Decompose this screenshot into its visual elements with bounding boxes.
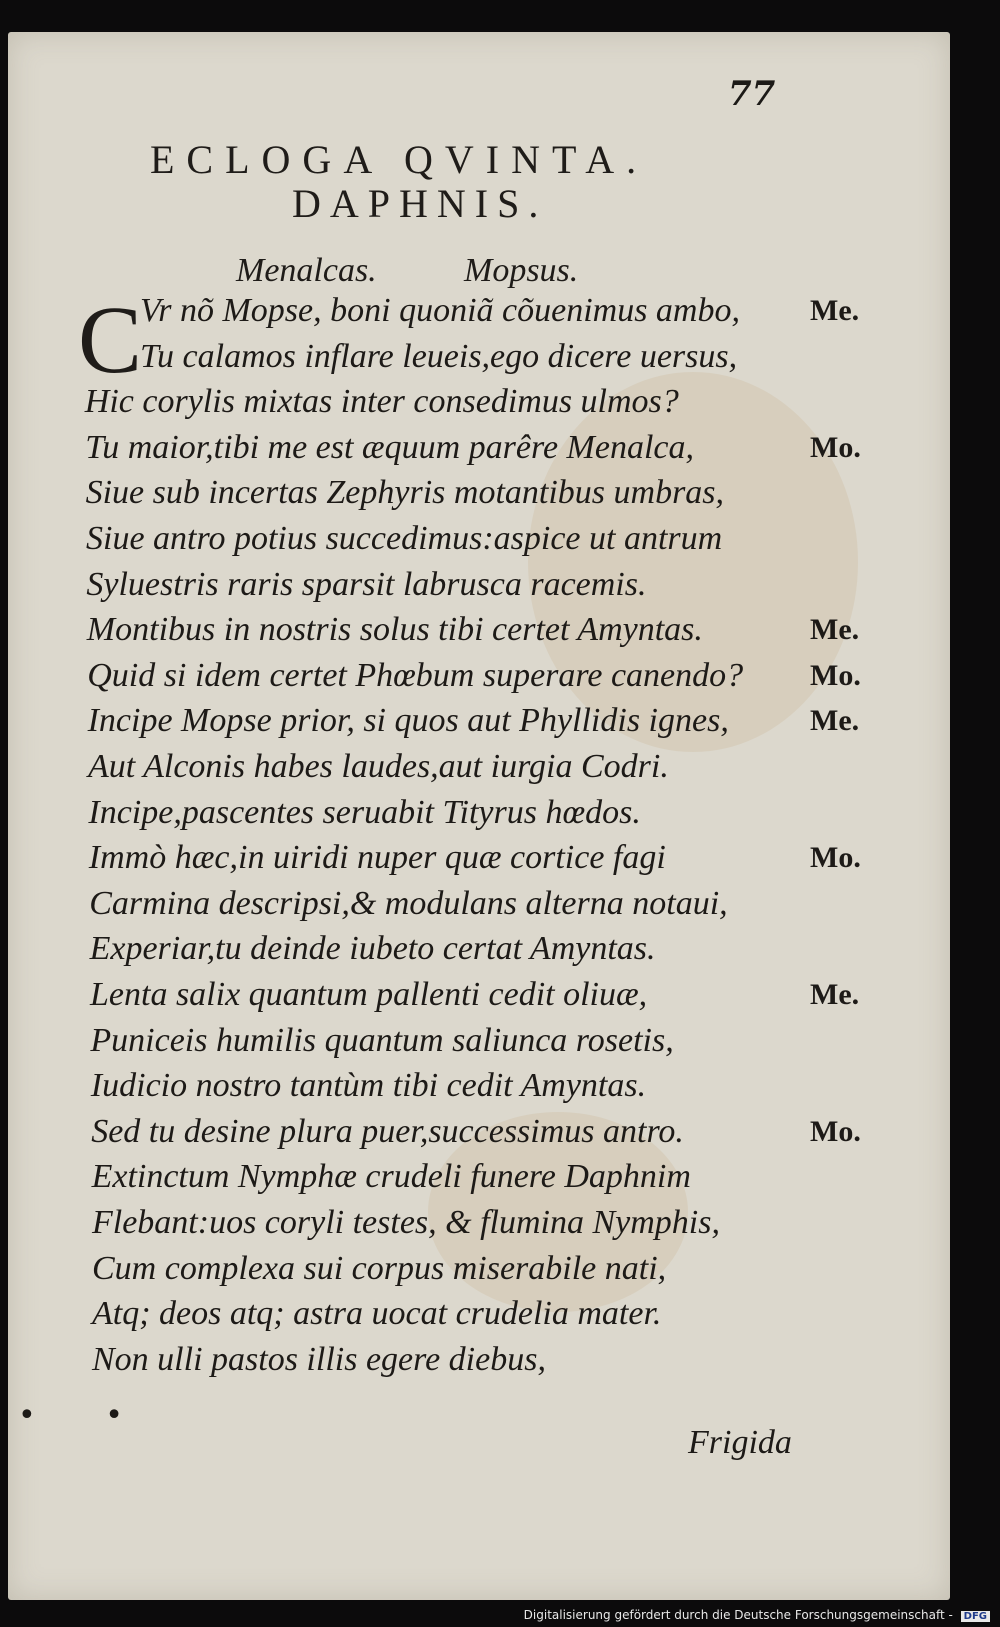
- speaker-marker: Mo.: [810, 1114, 861, 1148]
- verse-line: Siue sub incertas Zephyris motantibus umbras,: [85, 474, 725, 512]
- speaker-name: Mopsus.: [464, 252, 579, 289]
- verse-line: Sed tu desine plura puer,successimus antro.: [91, 1112, 684, 1150]
- verse-line: Iudicio nostro tantùm tibi cedit Amyntas.: [90, 1067, 647, 1105]
- printer-marks: • •: [18, 1398, 153, 1433]
- verse-line: Syluestris raris sparsit labrusca racemis.: [86, 565, 647, 603]
- verse-line: Immò hæc,in uiridi nuper quæ cortice fagi: [88, 839, 666, 877]
- verse-line: Puniceis humilis quantum saliunca rosetis,: [90, 1021, 674, 1059]
- speaker-marker: Me.: [810, 704, 860, 738]
- eclogue-subtitle: DAPHNIS.: [292, 181, 548, 226]
- verse-line: Vr nõ Mopse, boni quoniã cõuenimus ambo,: [140, 292, 740, 329]
- verse-line: Incipe Mopse prior, si quos aut Phyllidis ignes,: [87, 702, 729, 740]
- verse-line: Lenta salix quantum pallenti cedit oliuæ,: [90, 976, 648, 1013]
- drop-cap: C: [78, 286, 143, 393]
- page-number: 77: [728, 74, 776, 114]
- digitization-credit: [524, 1608, 990, 1622]
- verse-line: Incipe,pascentes seruabit Tityrus hœdos.: [88, 793, 641, 831]
- verse-line: Flebant:uos coryli testes, & flumina Nymphis,: [92, 1204, 720, 1241]
- speaker-marker: Mo.: [810, 841, 861, 875]
- verse-line: Tu calamos inflare leueis,ego dicere uersus,: [140, 337, 738, 375]
- verse-line: Montibus in nostris solus tibi certet Amyntas.: [86, 611, 703, 649]
- speaker-name: Menalcas.: [236, 252, 377, 289]
- eclogue-title: ECLOGA QVINTA.: [150, 137, 649, 182]
- speaker-marker: Me.: [810, 978, 860, 1011]
- verse-line: Hic corylis mixtas inter consedimus ulmos?: [84, 383, 679, 421]
- verse-line: Experiar,tu deinde iubeto certat Amyntas.: [89, 930, 656, 968]
- verse-line: Quid si idem certet Phœbum superare canendo?: [87, 656, 744, 694]
- verse-line: Cum complexa sui corpus miserabile nati,: [92, 1249, 667, 1287]
- speaker-marker: Me.: [810, 613, 860, 647]
- dfg-logo: DFG: [961, 1611, 990, 1622]
- speaker-marker: Me.: [810, 294, 860, 327]
- verse-line: Non ulli pastos illis egere diebus,: [92, 1340, 546, 1378]
- catchword: Frigida: [688, 1424, 792, 1461]
- verse-line: Carmina descripsi,& modulans alterna notaui,: [89, 884, 728, 922]
- verse-line: Atq; deos atq; astra uocat crudelia mater.: [92, 1295, 662, 1333]
- verse-line: Tu maior,tibi me est æquum parêre Menalca,: [85, 428, 694, 466]
- speaker-marker: Mo.: [810, 658, 861, 692]
- speaker-marker: Mo.: [810, 430, 861, 464]
- verse-line: Aut Alconis habes laudes,aut iurgia Codri.: [88, 748, 669, 785]
- verse-line: Siue antro potius succedimus:aspice ut antrum: [86, 520, 723, 557]
- verse-line: Extinctum Nymphæ crudeli funere Daphnim: [91, 1158, 691, 1196]
- credit-text: Digitalisierung gefördert durch die Deutsche Forschungsgemeinschaft -: [523, 1608, 953, 1622]
